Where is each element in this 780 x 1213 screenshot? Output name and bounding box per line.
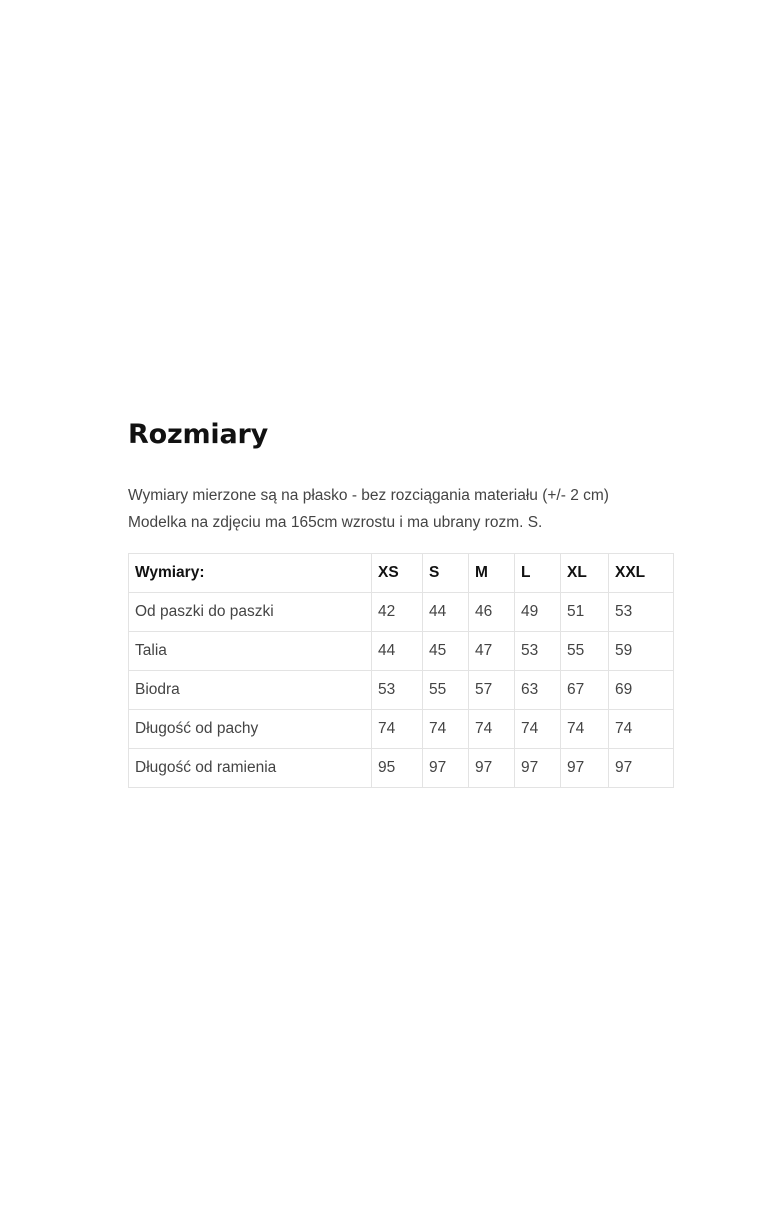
table-row [129,671,674,710]
table-cell: 45 [423,632,469,671]
row-label: Długość od ramienia [129,749,372,788]
header-size-xl: XL [561,554,609,593]
table-cell: 97 [515,749,561,788]
table-cell: 51 [561,593,609,632]
table-cell: 49 [515,593,561,632]
table-cell: 55 [423,671,469,710]
table-cell: 44 [423,593,469,632]
table-cell: 74 [469,710,515,749]
table-cell: 74 [423,710,469,749]
table-cell: 53 [515,632,561,671]
header-measurements: Wymiary: [129,554,372,593]
table-cell: 47 [469,632,515,671]
row-label: Talia [129,632,372,671]
table-header-row [129,554,674,593]
header-size-m: M [469,554,515,593]
row-label: Długość od pachy [129,710,372,749]
table-cell: 97 [609,749,674,788]
header-size-l: L [515,554,561,593]
table-cell: 57 [469,671,515,710]
header-size-xs: XS [372,554,423,593]
page-title: Rozmiary [128,419,268,450]
row-label: Biodra [129,671,372,710]
table-cell: 97 [423,749,469,788]
table-cell: 53 [609,593,674,632]
size-chart-section [128,418,688,788]
table-row [129,749,674,788]
table-cell: 69 [609,671,674,710]
table-cell: 74 [515,710,561,749]
table-cell: 95 [372,749,423,788]
header-size-xxl: XXL [609,554,674,593]
table-row [129,710,674,749]
table-cell: 67 [561,671,609,710]
description-line-measurement: Wymiary mierzone są na płasko - bez rozciągania materiału (+/- 2 cm) [128,487,609,504]
table-cell: 97 [561,749,609,788]
size-table [128,553,674,788]
size-description [128,482,688,536]
table-cell: 46 [469,593,515,632]
description-line-model: Modelka na zdjęciu ma 165cm wzrostu i ma ubrany rozm. S. [128,514,543,531]
table-cell: 74 [561,710,609,749]
table-cell: 63 [515,671,561,710]
table-cell: 53 [372,671,423,710]
row-label: Od paszki do paszki [129,593,372,632]
table-cell: 59 [609,632,674,671]
table-cell: 74 [372,710,423,749]
table-row [129,632,674,671]
table-cell: 97 [469,749,515,788]
header-size-s: S [423,554,469,593]
table-cell: 44 [372,632,423,671]
table-cell: 55 [561,632,609,671]
table-row [129,593,674,632]
table-cell: 74 [609,710,674,749]
table-cell: 42 [372,593,423,632]
